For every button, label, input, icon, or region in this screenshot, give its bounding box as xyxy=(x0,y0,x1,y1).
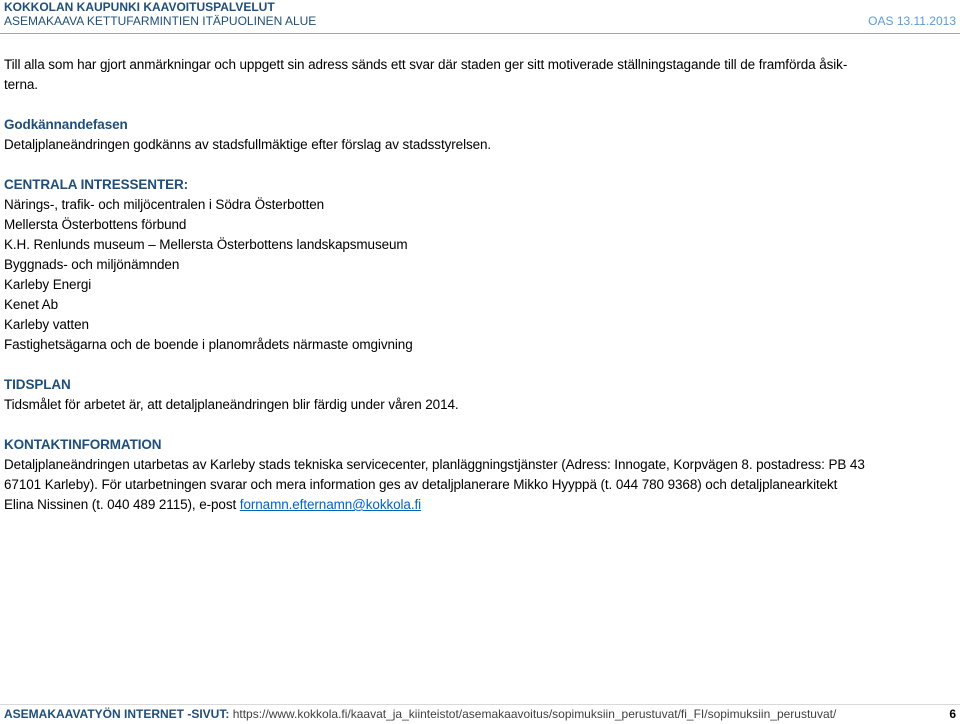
footer-divider xyxy=(0,704,960,705)
footer-url-link[interactable]: https://www.kokkola.fi/kaavat_ja_kiinteistot/asemakaavoitus/sopimuksiin_perustuvat/fi_FI/sopimuksiin_perustuvat/ xyxy=(232,707,837,721)
schedule-heading: TIDSPLAN xyxy=(4,377,71,392)
contact-line-3-prefix: Elina Nissinen (t. 040 489 2115), e-post xyxy=(4,497,240,512)
contact-line-1: Detaljplaneändringen utarbetas av Karleby stads tekniska servicecenter, planläggningstjänster (Adress: Innogate, Korpvägen 8. postadress: PB 43 xyxy=(4,457,865,472)
stakeholder-item: Karleby vatten xyxy=(4,317,89,332)
stakeholder-item: K.H. Renlunds museum – Mellersta Österbottens landskapsmuseum xyxy=(4,237,408,252)
header-divider xyxy=(0,33,960,34)
header-org: KOKKOLAN KAUPUNKI KAAVOITUSPALVELUT xyxy=(4,0,275,14)
contact-line-3 xyxy=(4,495,960,515)
contact-heading: KONTAKTINFORMATION xyxy=(4,437,162,452)
approval-heading: Godkännandefasen xyxy=(4,117,128,132)
intro-line-1: Till alla som har gjort anmärkningar och uppgett sin adress sänds ett svar där staden ger sitt motiverade ställningstagande till de framförda åsik- xyxy=(4,57,848,72)
intro-line-2: terna. xyxy=(4,77,38,92)
schedule-text: Tidsmålet för arbetet är, att detaljplaneändringen blir färdig under våren 2014. xyxy=(4,397,459,412)
footer-label: ASEMAKAAVATYÖN INTERNET -SIVUT: xyxy=(4,707,230,721)
page-number: 6 xyxy=(949,707,956,721)
stakeholder-item: Byggnads- och miljönämnden xyxy=(4,257,180,272)
header-title: ASEMAKAAVA KETTUFARMINTIEN ITÄPUOLINEN ALUE xyxy=(4,14,317,28)
document-body xyxy=(4,55,960,515)
stakeholder-item: Mellersta Österbottens förbund xyxy=(4,217,187,232)
header-row xyxy=(4,14,956,28)
header-date: OAS 13.11.2013 xyxy=(868,14,956,28)
stakeholder-item: Kenet Ab xyxy=(4,297,58,312)
contact-line-2: 67101 Karleby). För utarbetningen svarar och mera information ges av detaljplanerare Mikko Hyyppä (t. 044 780 9368) och detaljplanearkitekt xyxy=(4,477,838,492)
page-header xyxy=(4,0,956,28)
stakeholder-item: Fastighetsägarna och de boende i planområdets närmaste omgivning xyxy=(4,337,413,352)
central-stakeholders-heading: CENTRALA INTRESSENTER: xyxy=(4,177,189,192)
stakeholder-item: Närings-, trafik- och miljöcentralen i Södra Österbotten xyxy=(4,197,325,212)
footer-left xyxy=(4,706,836,722)
approval-text: Detaljplaneändringen godkänns av stadsfullmäktige efter förslag av stadsstyrelsen. xyxy=(4,137,492,152)
stakeholder-item: Karleby Energi xyxy=(4,277,92,292)
page-footer xyxy=(4,706,956,722)
contact-email-link[interactable]: fornamn.efternamn@kokkola.fi xyxy=(239,497,422,512)
